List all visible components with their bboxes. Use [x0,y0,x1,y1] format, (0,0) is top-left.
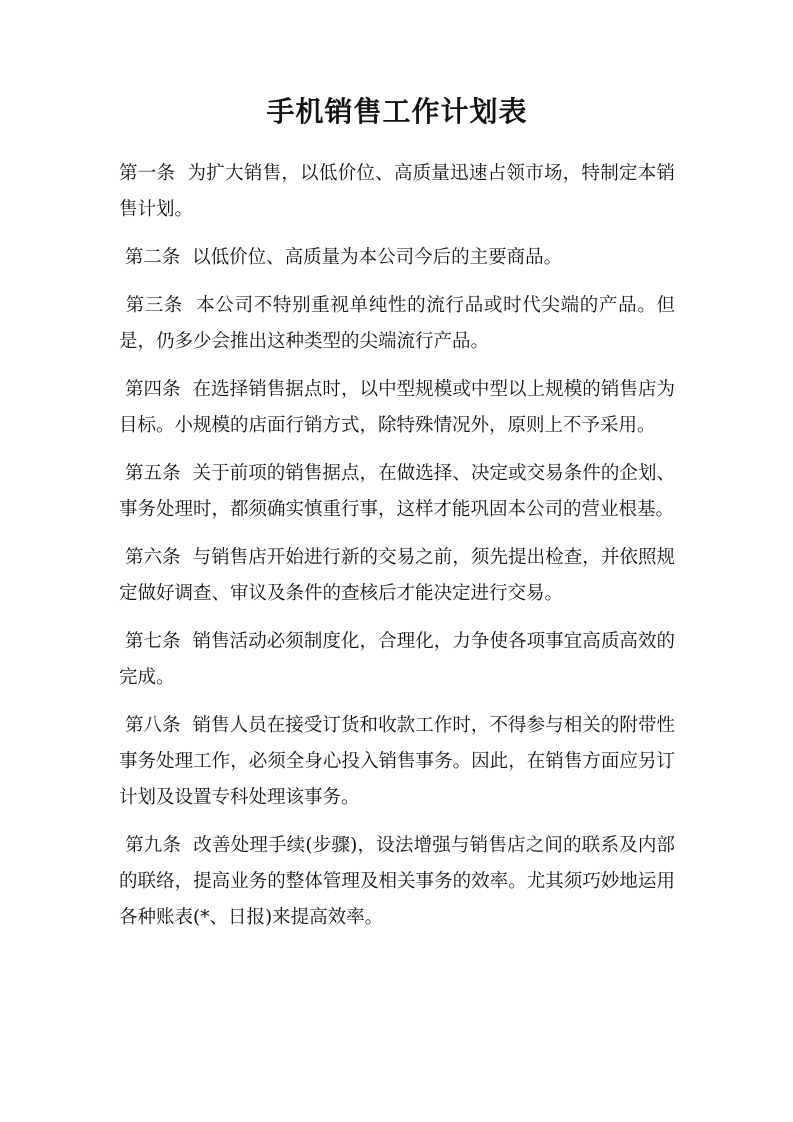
clause-6: 第六条 与销售店开始进行新的交易之前，须先提出检查，并依照规定做好调查、审议及条件的查核后才能决定进行交易。 [119,547,676,604]
clause-4: 第四条 在选择销售据点时，以中型规模或中型以上规模的销售店为目标。小规模的店面行销方式，除特殊情况外，原则上不予采用。 [119,379,676,436]
clause-5: 第五条 关于前项的销售据点，在做选择、决定或交易条件的企划、事务处理时，都须确实慎重行事，这样才能巩固本公司的营业根基。 [119,463,676,520]
clause-7: 第七条 销售活动必须制度化，合理化，力争使各项事宜高质高效的完成。 [119,631,676,688]
clause-2: 第二条 以低价位、高质量为本公司今后的主要商品。 [119,247,563,268]
clause-3: 第三条 本公司不特别重视单纯性的流行品或时代尖端的产品。但是，仍多少会推出这种类型的尖端流行产品。 [119,295,675,352]
clause-8: 第八条 销售人员在接受订货和收款工作时，不得参与相关的附带性事务处理工作，必须全身心投入销售事务。因此，在销售方面应另订计划及设置专科处理该事务。 [119,715,676,808]
clause-1: 第一条 为扩大销售，以低价位、高质量迅速占领市场，特制定本销售计划。 [119,163,675,220]
clause-9: 第九条 改善处理手续(步骤)，设法增强与销售店之间的联系及内部的联络，提高业务的整体管理及相关事务的效率。尤其须巧妙地运用各种账表(*、日报)来提高效率。 [119,835,675,928]
clause-list [119,156,675,936]
document-title: 手机销售工作计划表 [266,95,528,128]
